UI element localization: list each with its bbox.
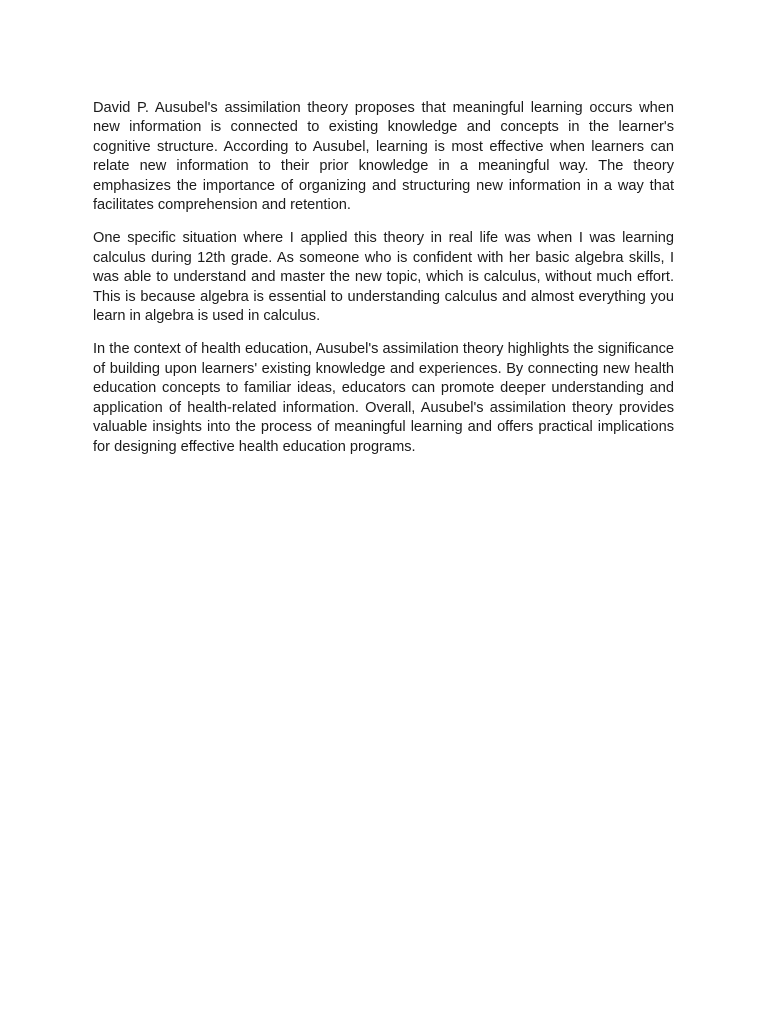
paragraph-personal-example: One specific situation where I applied this theory in real life was when I was learning calculus during 12th grade. As someone who is confident with her basic algebra skills, I was able to understand and master the new topic, which is calculus, without much effort. This is because algebra is essential to understanding calculus and almost everything you learn in algebra is used in calculus. xyxy=(93,230,674,325)
paragraph-assimilation-theory: David P. Ausubel's assimilation theory proposes that meaningful learning occurs when new information is connected to existing knowledge and concepts in the learner's cognitive structure. According to Ausubel, learning is most effective when learners can relate new information to their prior knowledge in a meaningful way. The theory emphasizes the importance of organizing and structuring new information in a way that facilitates comprehension and retention. xyxy=(93,100,674,214)
document-body xyxy=(93,99,674,471)
paragraph-health-education: In the context of health education, Ausubel's assimilation theory highlights the significance of building upon learners' existing knowledge and experiences. By connecting new health education concepts to familiar ideas, educators can promote deeper understanding and application of health-related information. Overall, Ausubel's assimilation theory provides valuable insights into the process of meaningful learning and offers practical implications for designing effective health education programs. xyxy=(93,341,674,455)
